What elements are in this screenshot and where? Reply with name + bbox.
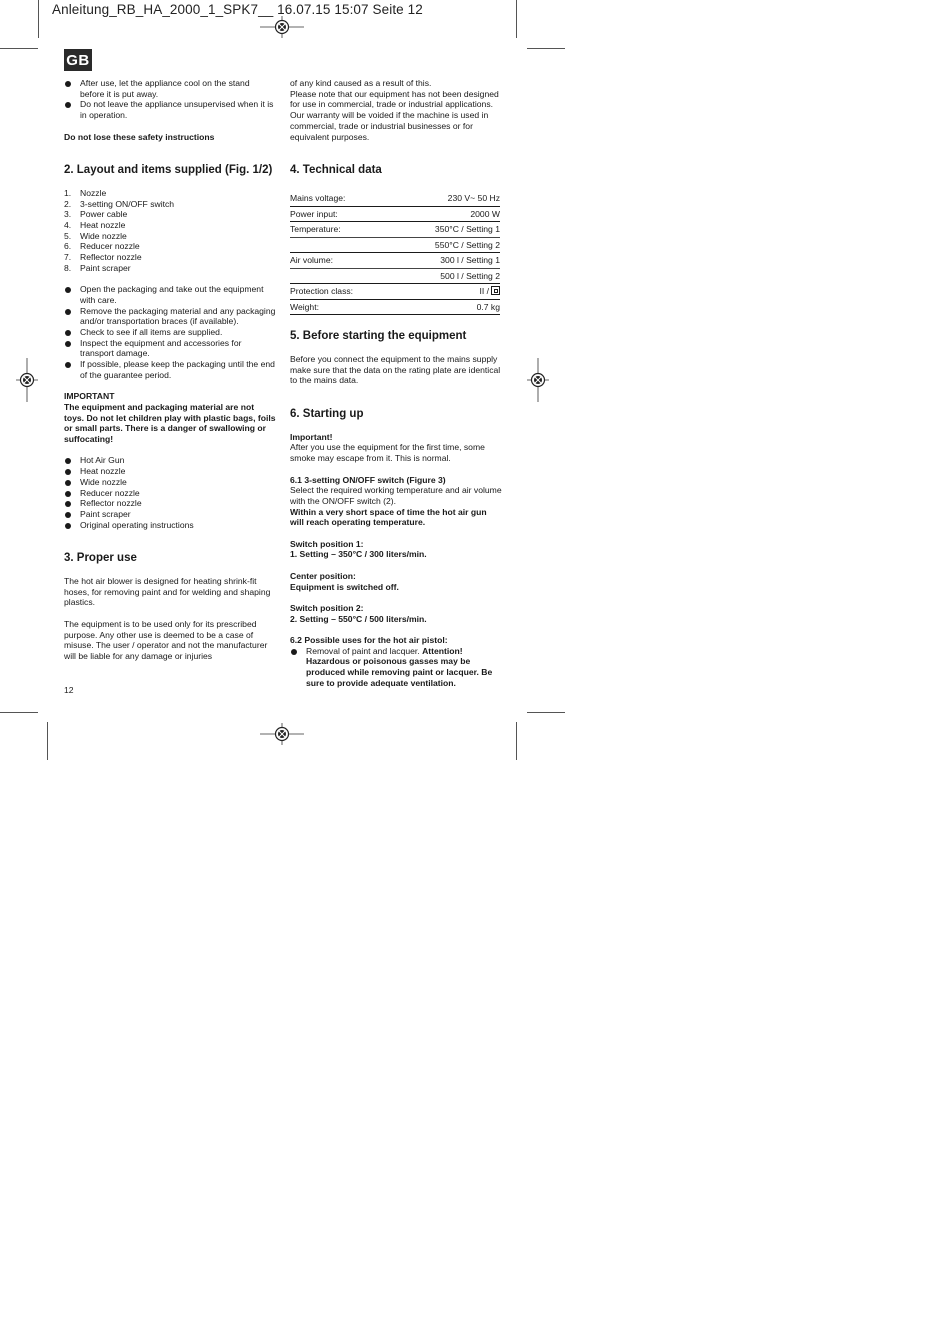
crop-mark	[0, 712, 38, 713]
important-warning: The equipment and packaging material are not toys. Do not let children play with plastic bags, foils or small parts. There is a danger of swallowing or suffocating!	[64, 401, 276, 445]
list-item: Heat nozzle	[64, 466, 276, 477]
right-column	[290, 78, 502, 689]
switch-position-1-value: 1. Setting – 350°C / 300 liters/min.	[290, 549, 427, 560]
registration-mark-icon	[16, 358, 38, 402]
table-row: Weight: 0.7 kg	[290, 300, 500, 316]
crop-mark	[516, 0, 517, 38]
switch-section-title: 6.1 3-setting ON/OFF switch (Figure 3)	[290, 474, 446, 485]
center-position-label: Center position:	[290, 570, 356, 581]
table-row: 500 l / Setting 2	[290, 269, 500, 285]
parts-list	[64, 188, 276, 274]
crop-mark	[516, 722, 517, 760]
language-badge: GB	[64, 49, 92, 71]
before-starting-paragraph: Before you connect the equipment to the mains supply make sure that the data on the rating plate are identical to the mains data.	[290, 353, 501, 386]
crop-mark	[0, 48, 38, 49]
list-item: 1. Nozzle	[64, 187, 107, 198]
list-item: Do not leave the appliance unsupervised when it is in operation.	[64, 99, 276, 120]
list-item: Paint scraper	[64, 509, 276, 520]
attention-warning: Attention! Hazardous or poisonous gasses may be produced while removing paint or lacquer. Be sure to provide adequate ventilation.	[306, 645, 493, 688]
crop-mark	[527, 48, 565, 49]
supplied-items-list	[64, 455, 276, 530]
list-item: 2. 3-setting ON/OFF switch	[64, 198, 175, 209]
section-title-technical-data: 4. Technical data	[290, 164, 382, 177]
section-title-layout: 2. Layout and items supplied (Fig. 1/2)	[64, 164, 273, 177]
print-file-header: Anleitung_RB_HA_2000_1_SPK7__ 16.07.15 15:07 Seite 12	[52, 2, 423, 17]
list-item: Reducer nozzle	[64, 488, 276, 499]
section-title-starting-up: 6. Starting up	[290, 408, 364, 421]
section-title-before-starting: 5. Before starting the equipment	[290, 330, 467, 343]
crop-mark	[527, 712, 565, 713]
list-item: 3. Power cable	[64, 209, 128, 220]
switch-position-2-value: 2. Setting – 550°C / 500 liters/min.	[290, 613, 427, 624]
page-number: 12	[64, 685, 74, 695]
important-label: IMPORTANT	[64, 391, 115, 402]
list-item: 6. Reducer nozzle	[64, 241, 140, 252]
left-column	[64, 78, 276, 662]
crop-mark	[38, 0, 39, 38]
possible-uses-list	[290, 646, 502, 689]
misuse-paragraph: The equipment is to be used only for its prescribed purpose. Any other use is deemed to be a case of misuse. The user / operator and not the manufacturer will be liable for any damage or injuries	[64, 618, 268, 661]
section-title-proper-use: 3. Proper use	[64, 552, 137, 565]
list-item: 5. Wide nozzle	[64, 230, 127, 241]
possible-uses-title: 6.2 Possible uses for the hot air pistol:	[290, 634, 448, 645]
proper-use-paragraph: The hot air blower is designed for heating shrink-fit hoses, for removing paint and for welding and shaping plastics.	[64, 576, 271, 608]
technical-data-table	[290, 191, 500, 315]
crop-mark	[47, 722, 48, 760]
operating-temp-note: Within a very short space of time the hot air gun will reach operating temperature.	[290, 506, 487, 528]
list-item: If possible, please keep the packaging until the end of the guarantee period.	[64, 359, 276, 380]
list-item: Check to see if all items are supplied.	[64, 327, 276, 338]
table-row: Temperature: 350°C / Setting 1	[290, 222, 500, 238]
table-row: 550°C / Setting 2	[290, 238, 500, 254]
list-item: Original operating instructions	[64, 520, 276, 531]
list-item: 4. Heat nozzle	[64, 220, 126, 230]
center-position-value: Equipment is switched off.	[290, 581, 399, 592]
list-item: 7. Reflector nozzle	[64, 252, 142, 263]
list-item: Reflector nozzle	[64, 498, 276, 509]
list-item: Hot Air Gun	[64, 455, 276, 466]
switch-instructions: Select the required working temperature and air volume with the ON/OFF switch (2).	[290, 485, 502, 506]
registration-mark-icon	[260, 723, 304, 745]
list-item: Removal of paint and lacquer. Attention! Hazardous or poisonous gasses may be produced while removing paint or lacquer. Be sure to provide adequate ventilation.	[290, 646, 502, 689]
list-item: 8. Paint scraper	[64, 262, 131, 273]
intro-bullet-list	[64, 78, 276, 121]
registration-mark-icon	[527, 358, 549, 402]
switch-position-2-label: Switch position 2:	[290, 602, 364, 613]
table-row: Power input: 2000 W	[290, 207, 500, 223]
important-label: Important!	[290, 431, 333, 442]
list-item: Remove the packaging material and any packaging and/or transportation braces (if available).	[64, 306, 276, 327]
list-item: Inspect the equipment and accessories for transport damage.	[64, 338, 276, 359]
warranty-paragraph: of any kind caused as a result of this. Please note that our equipment has not been designed for use in commercial, trade or industrial applications. Our warranty will be voided if the machine is used in commercial, trade or industrial businesses or for equivalent purposes.	[290, 78, 499, 142]
table-row: Protection class: II /	[290, 284, 500, 300]
registration-mark-icon	[260, 16, 304, 38]
table-row: Mains voltage: 230 V~ 50 Hz	[290, 191, 500, 207]
switch-position-1-label: Switch position 1:	[290, 538, 364, 549]
table-row: Air volume: 300 l / Setting 1	[290, 253, 500, 269]
list-item: Open the packaging and take out the equipment with care.	[64, 284, 276, 305]
list-item: Wide nozzle	[64, 477, 276, 488]
keep-instructions-note: Do not lose these safety instructions	[64, 131, 215, 142]
first-use-note: After you use the equipment for the first time, some smoke may escape from it. This is normal.	[290, 442, 485, 464]
unpacking-bullet-list	[64, 284, 276, 380]
list-item: After use, let the appliance cool on the stand before it is put away.	[64, 78, 276, 99]
protection-class-icon	[491, 286, 500, 295]
